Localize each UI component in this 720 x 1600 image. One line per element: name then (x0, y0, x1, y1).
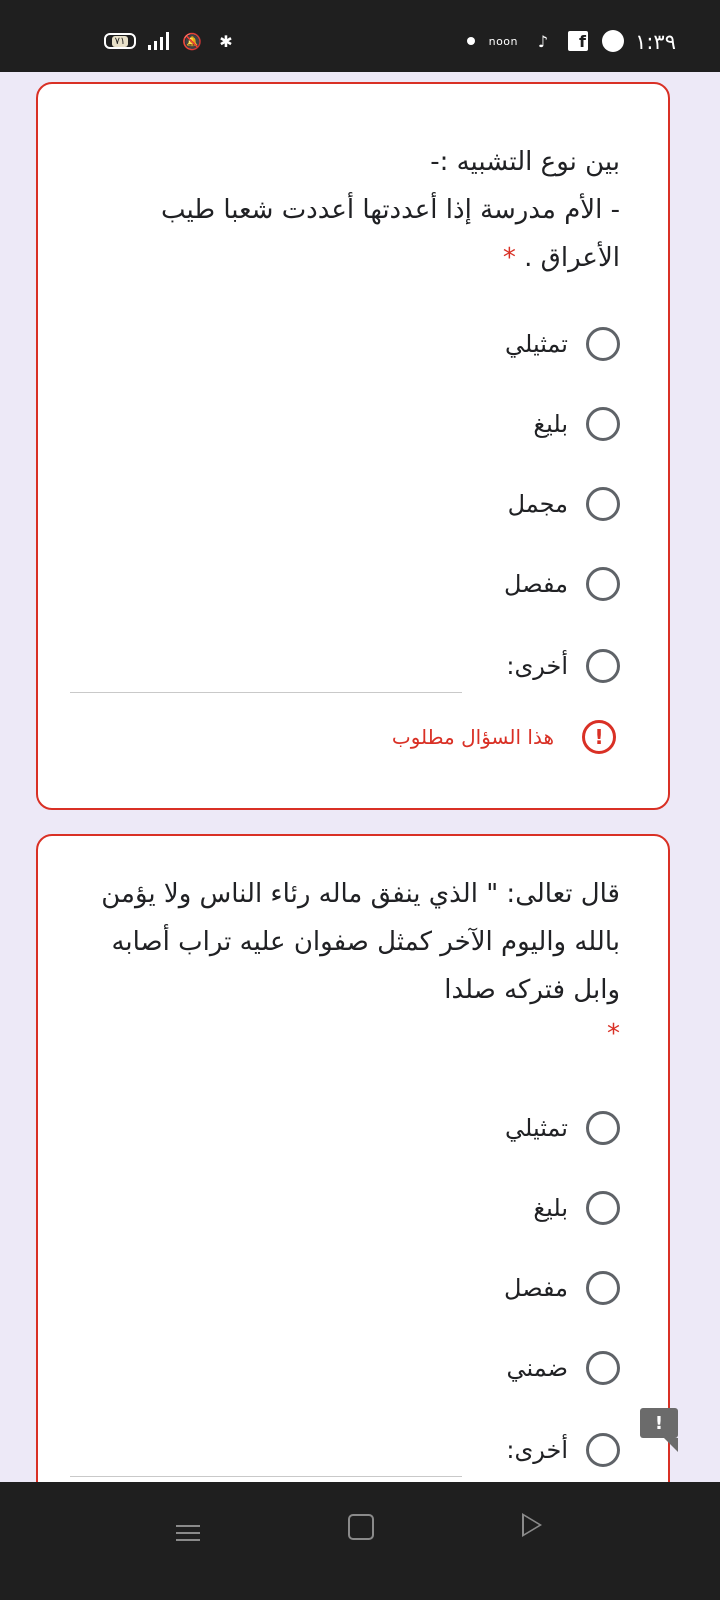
facebook-icon: f (568, 31, 588, 51)
radio-button[interactable] (586, 1271, 620, 1305)
question-title-line: - الأم مدرسة إذا أعددتها أعددت شعبا طيب (161, 195, 620, 225)
option-label: مفصل (504, 1274, 568, 1302)
option-tamthili[interactable] (505, 1106, 620, 1150)
question-title-line: بين نوع التشبيه :- (430, 147, 620, 177)
menu-icon[interactable] (176, 1520, 200, 1546)
option-baligh[interactable] (533, 1186, 620, 1230)
question-title-line: وابل فتركه صلدا (444, 975, 620, 1005)
radio-button[interactable] (586, 487, 620, 521)
radio-button[interactable] (586, 1191, 620, 1225)
question-title-line: بالله واليوم الآخر كمثل صفوان عليه تراب أصابه (111, 927, 620, 957)
question-title-text: الأعراق . (524, 243, 620, 273)
option-label: ضمني (506, 1354, 568, 1382)
notification-dot-icon (467, 37, 475, 45)
option-label: بليغ (533, 1194, 568, 1222)
error-icon: ! (582, 720, 616, 754)
question-title-line (161, 234, 620, 282)
option-other[interactable] (506, 1428, 620, 1472)
option-baligh[interactable] (533, 402, 620, 446)
required-asterisk: * (607, 1019, 620, 1049)
radio-button[interactable] (586, 1111, 620, 1145)
question-title (161, 138, 620, 282)
radio-button[interactable] (586, 649, 620, 683)
option-tamthili[interactable] (505, 322, 620, 366)
option-label: مفصل (504, 570, 568, 598)
question-card-1 (36, 82, 670, 810)
messenger-icon (602, 30, 624, 52)
vibrate-mute-icon: 🔕 (182, 31, 202, 51)
option-label: مجمل (507, 490, 568, 518)
feedback-icon[interactable]: ! (640, 1408, 678, 1438)
battery-level: ٧١ (112, 36, 129, 47)
other-text-input[interactable] (70, 1476, 462, 1477)
status-bar (0, 0, 720, 72)
bluetooth-icon: ✱ (219, 31, 233, 51)
option-label: أخرى: (506, 652, 568, 680)
radio-button[interactable] (586, 1433, 620, 1467)
radio-button[interactable] (586, 567, 620, 601)
status-left-icons (104, 30, 237, 52)
radio-button[interactable] (586, 407, 620, 441)
option-mufassal[interactable] (504, 562, 620, 606)
option-dimni[interactable] (507, 1346, 621, 1390)
question-title-line: قال تعالى: " الذي ينفق ماله رئاء الناس ولا يؤمن (101, 879, 620, 909)
back-icon[interactable] (522, 1513, 542, 1537)
option-mujmal[interactable] (508, 482, 620, 526)
battery-icon (104, 33, 136, 49)
radio-button[interactable] (586, 327, 620, 361)
option-label: تمثيلي (505, 1114, 568, 1142)
required-error (392, 720, 616, 754)
error-message: هذا السؤال مطلوب (391, 725, 554, 749)
navigation-bar (0, 1482, 720, 1600)
radio-button[interactable] (586, 1351, 620, 1385)
question-title (101, 870, 620, 1054)
other-text-input[interactable] (70, 692, 462, 693)
clock: ١:٣٩ (635, 30, 676, 54)
option-label: أخرى: (506, 1436, 568, 1464)
tiktok-icon: ♪ (537, 31, 549, 51)
noon-app-icon: noon (488, 34, 518, 48)
option-label: تمثيلي (505, 330, 568, 358)
signal-icon (148, 32, 169, 50)
required-asterisk: * (502, 243, 516, 273)
option-other[interactable] (506, 644, 620, 688)
option-label: بليغ (533, 410, 568, 438)
option-mufassal[interactable] (504, 1266, 620, 1310)
home-icon[interactable] (348, 1514, 374, 1540)
status-right-icons (467, 30, 624, 52)
question-card-2 (36, 834, 670, 1554)
